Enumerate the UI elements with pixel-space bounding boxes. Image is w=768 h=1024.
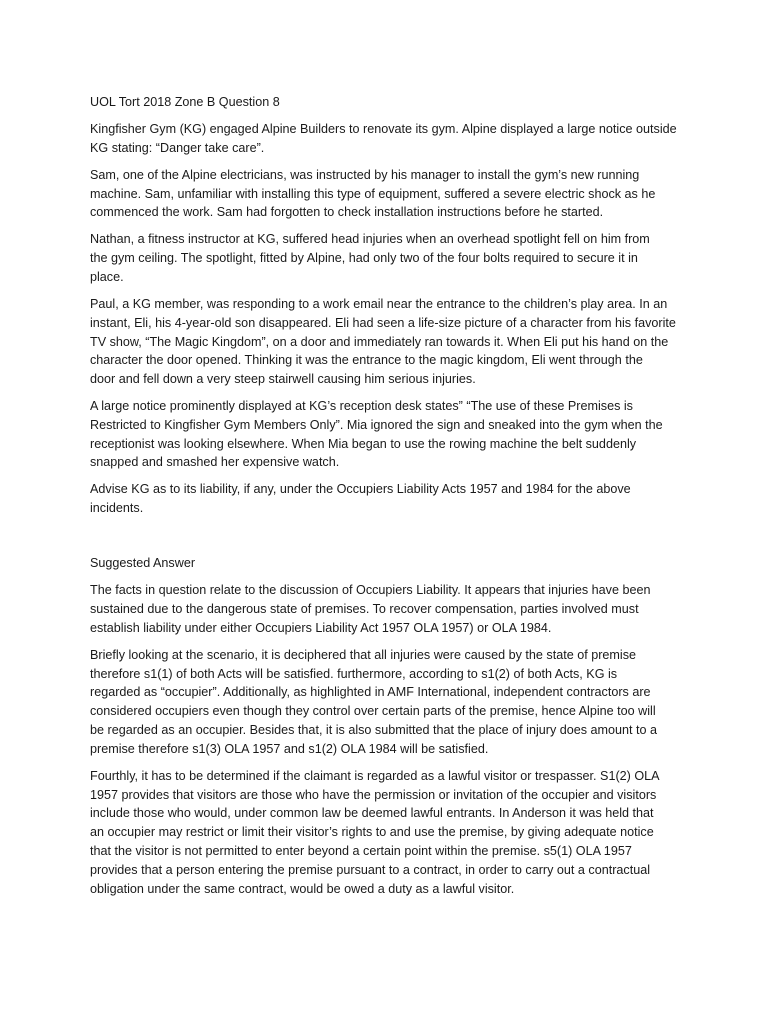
text-line: regarded as “occupier”. Additionally, as highlighted in AMF International, independent contractors are	[90, 685, 651, 700]
text-line: sustained due to the dangerous state of premises. To recover compensation, parties involved must	[90, 602, 639, 617]
text-line: Briefly looking at the scenario, it is deciphered that all injuries were caused by the state of premise	[90, 647, 637, 662]
text-line: Nathan, a fitness instructor at KG, suffered head injuries when an overhead spotlight fell on him from	[90, 232, 650, 247]
text-line: provides that a person entering the premise pursuant to a contract, in order to carry out a contractual	[90, 862, 651, 877]
answer-paragraph-3	[90, 767, 688, 899]
question-paragraph-5	[90, 397, 688, 472]
text-line: instant, Eli, his 4-year-old son disappeared. Eli had seen a life-size picture of a character from his favorite	[90, 315, 676, 330]
text-line: include those who would, under common law be deemed lawful entrants. In Anderson it was held that	[90, 806, 654, 821]
question-paragraph-2	[90, 166, 688, 222]
question-paragraph-3	[90, 230, 688, 286]
text-line: A large notice prominently displayed at KG’s reception desk states” “The use of these Premises is	[90, 399, 633, 414]
text-line: the gym ceiling. The spotlight, fitted by Alpine, had only two of the four bolts required to secure it in	[90, 251, 638, 266]
text-line: be regarded as an occupier. Besides that, it is also submitted that the place of injury does amount to a	[90, 723, 658, 737]
text-line: machine. Sam, unfamiliar with installing this type of equipment, suffered a severe electric shock as he	[90, 186, 656, 201]
text-line: Kingfisher Gym (KG) engaged Alpine Builders to renovate its gym. Alpine displayed a large notice outside	[90, 121, 677, 136]
text-line: Restricted to Kingfisher Gym Members Only”. Mia ignored the sign and sneaked into the gym when the	[90, 417, 663, 432]
text-line: commenced the work. Sam had forgotten to check installation instructions before he started.	[90, 205, 604, 220]
text-line: considered occupiers even though they control over certain parts of the premise, hence Alpine too will	[90, 704, 656, 719]
question-paragraph-1	[90, 120, 688, 158]
question-paragraph-6	[90, 480, 688, 518]
text-line: snapped and smashed her expensive watch.	[90, 455, 340, 470]
text-line: KG stating: “Danger take care”.	[90, 140, 265, 155]
question-paragraph-4	[90, 295, 688, 389]
text-line: obligation under the same contract, would be owed a duty as a lawful visitor.	[90, 881, 515, 896]
text-line: character the door opened. Thinking it was the entrance to the magic kingdom, Eli went through the	[90, 353, 643, 368]
text-line: incidents.	[90, 501, 144, 516]
text-line: premise therefore s1(3) OLA 1957 and s1(2) OLA 1984 will be satisfied.	[90, 741, 489, 756]
text-line: The facts in question relate to the discussion of Occupiers Liability. It appears that injuries have been	[90, 583, 651, 598]
text-line: that the visitor is not permitted to enter beyond a certain point within the premise. s5(1) OLA 1957	[90, 843, 632, 858]
text-line: place.	[90, 269, 124, 284]
text-line: therefore s1(1) of both Acts will be satisfied. furthermore, according to s1(2) of both Acts, KG is	[90, 666, 618, 681]
document-body	[90, 93, 688, 907]
text-line: Paul, a KG member, was responding to a work email near the entrance to the children’s play area. In an	[90, 296, 668, 311]
text-line: Advise KG as to its liability, if any, under the Occupiers Liability Acts 1957 and 1984 for the above	[90, 482, 631, 497]
text-line: establish liability under either Occupiers Liability Act 1957 OLA 1957) or OLA 1984.	[90, 620, 552, 635]
text-line: 1957 provides that visitors are those who have the permission or invitation of the occupier and visitors	[90, 787, 657, 802]
section-spacer	[90, 526, 688, 554]
text-line: TV show, “The Magic Kingdom”, on a door and immediately ran towards it. When Eli put his hand on the	[90, 334, 669, 349]
text-line: Fourthly, it has to be determined if the claimant is regarded as a lawful visitor or trespasser. S1(2) OLA	[90, 768, 660, 783]
text-line: receptionist was looking elsewhere. When Mia began to use the rowing machine the belt suddenly	[90, 436, 637, 451]
answer-paragraph-1	[90, 581, 688, 637]
text-line: door and fell down a very steep stairwell causing him serious injuries.	[90, 372, 476, 387]
document-title: UOL Tort 2018 Zone B Question 8	[90, 95, 280, 109]
text-line: Sam, one of the Alpine electricians, was instructed by his manager to install the gym’s new running	[90, 167, 640, 182]
text-line: an occupier may restrict or limit their visitor’s rights to and use the premise, by giving adequate notice	[90, 825, 654, 840]
answer-paragraph-2	[90, 646, 688, 759]
answer-heading: Suggested Answer	[90, 556, 196, 571]
